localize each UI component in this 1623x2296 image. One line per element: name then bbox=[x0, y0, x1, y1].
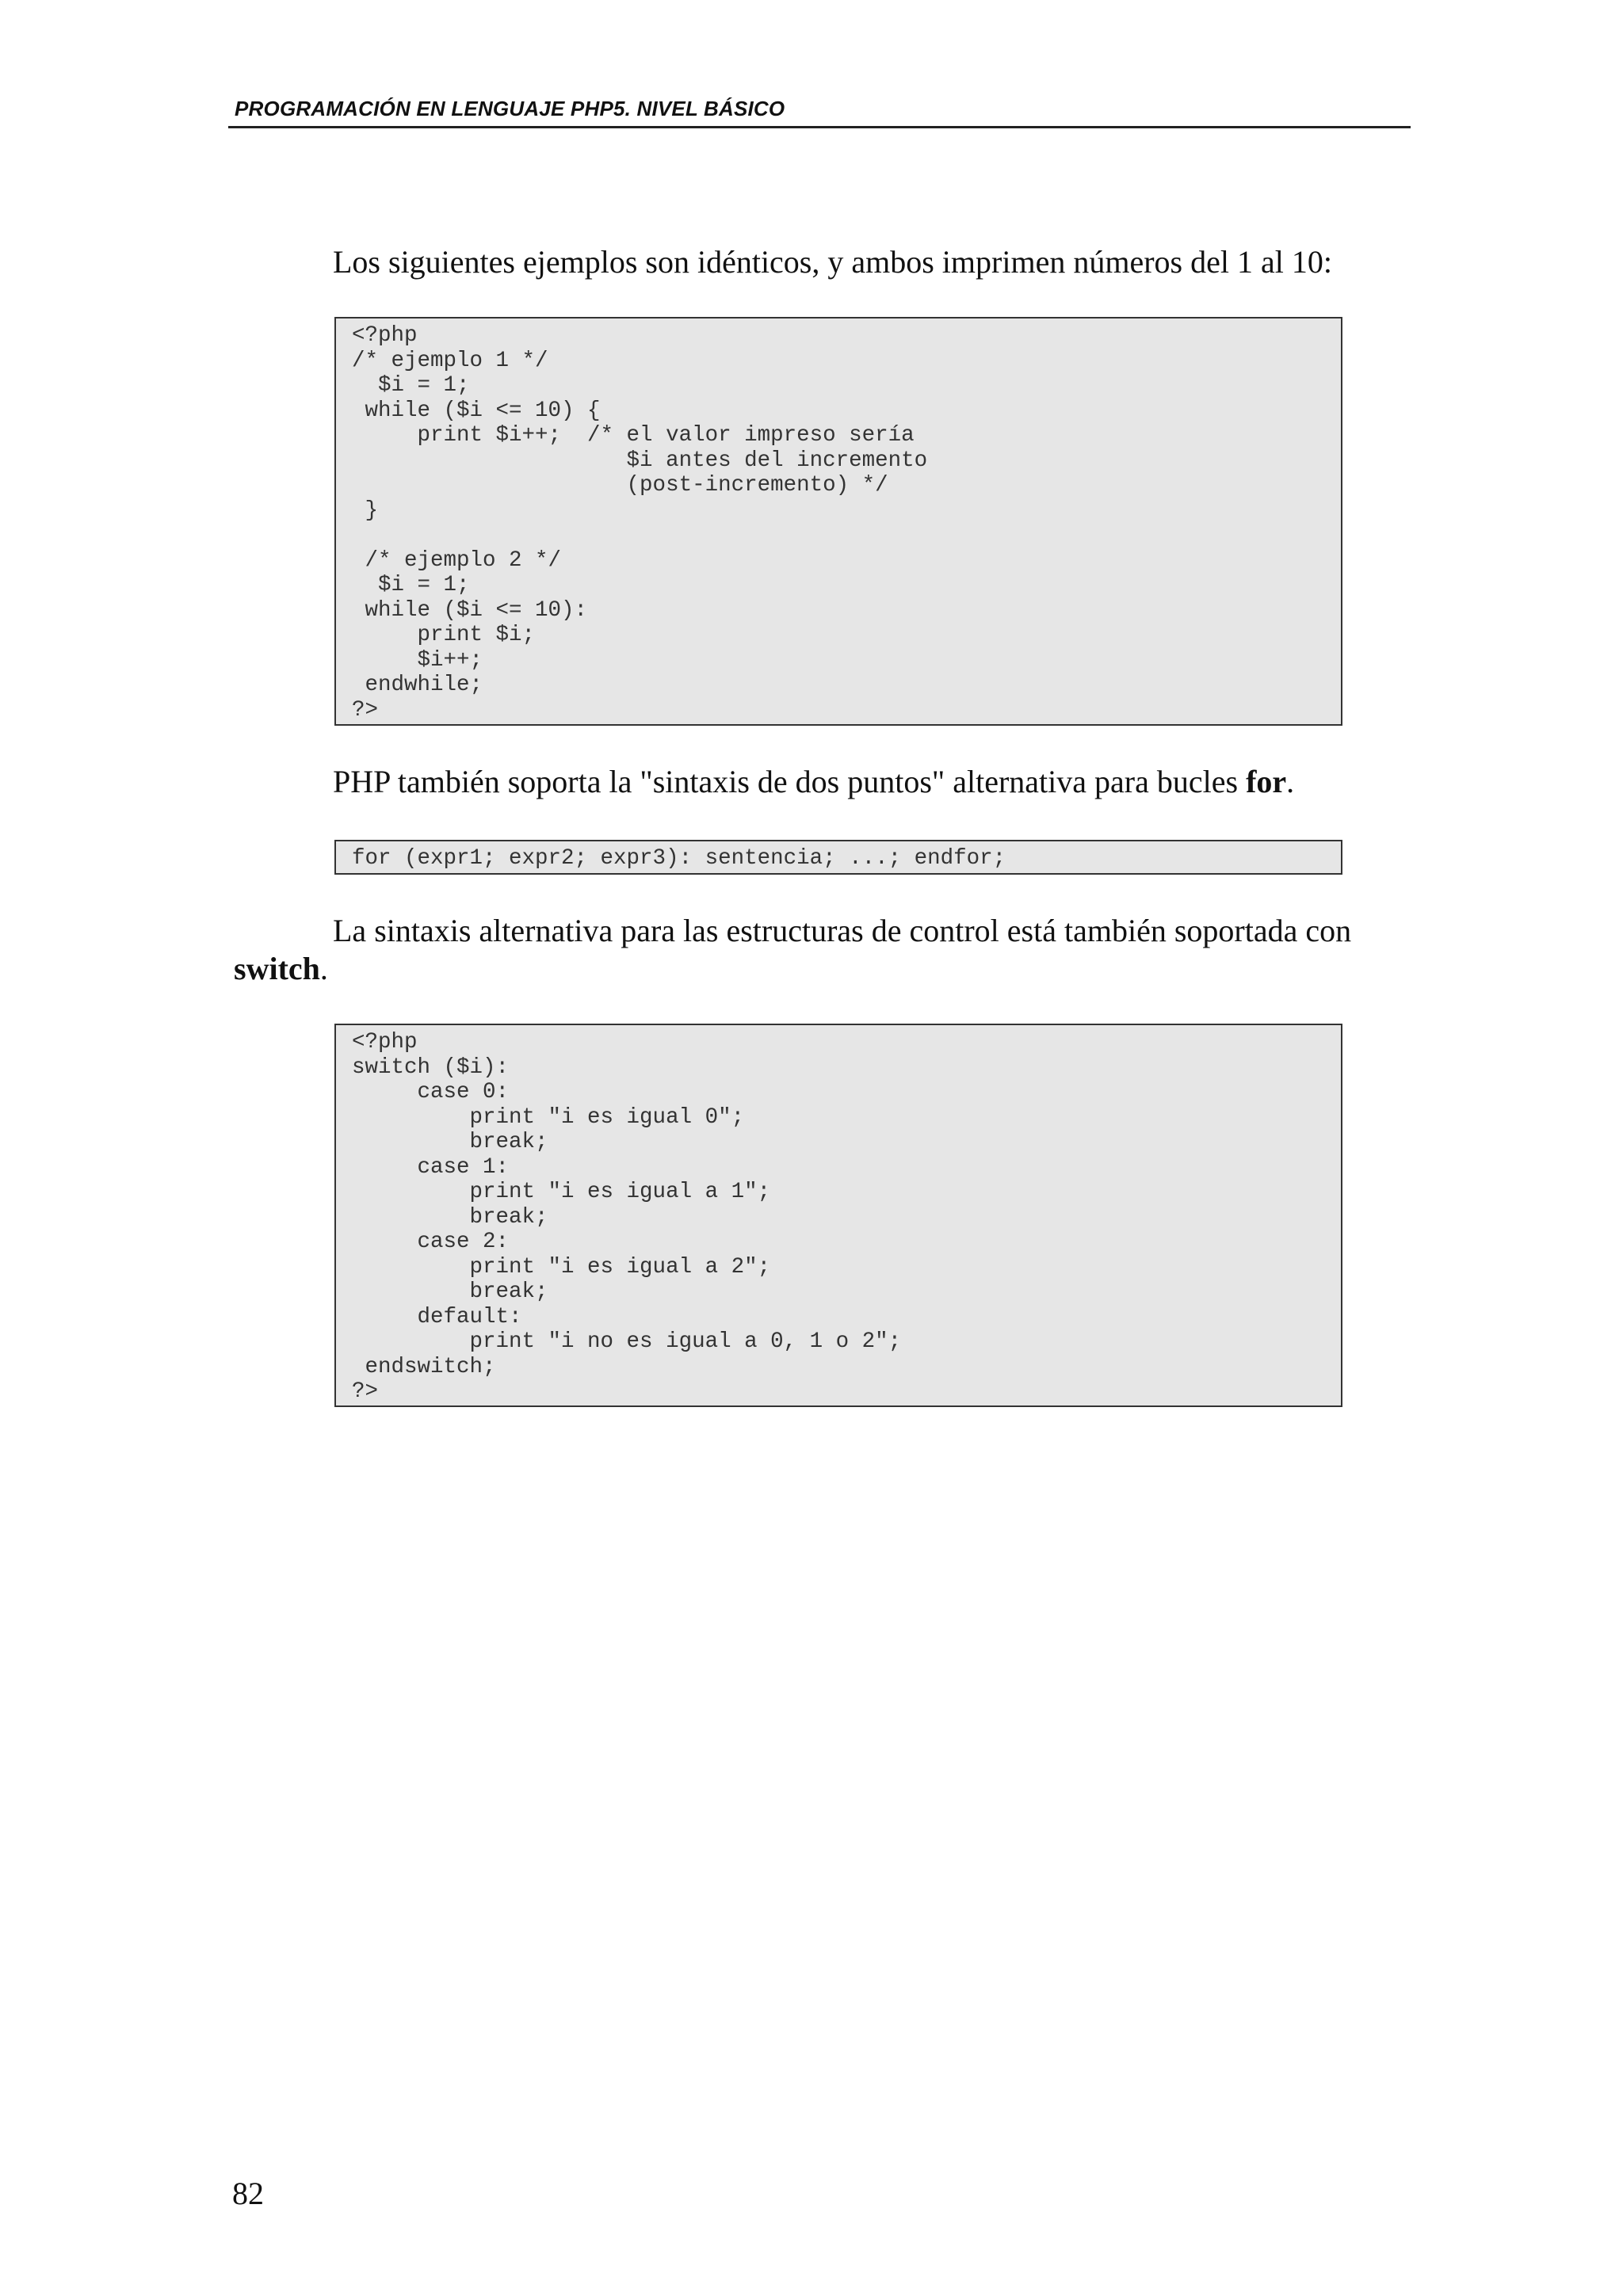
page-header bbox=[228, 93, 1411, 128]
header-title: PROGRAMACIÓN EN LENGUAJE PHP5. NIVEL BÁSICO bbox=[235, 97, 785, 120]
while-code: <?php /* ejemplo 1 */ $i = 1; while ($i <= 10) { print $i++; /* el valor impreso sería $i antes del incremento (post-incremento) */ } /* ejemplo 2 */ $i = 1; while ($i <= 10): print $i; $i++; endwhile; ?> bbox=[352, 323, 928, 723]
for-period: . bbox=[1286, 764, 1295, 799]
for-code: for (expr1; expr2; expr3): sentencia; ...; endfor; bbox=[352, 846, 1006, 871]
for-paragraph bbox=[333, 762, 1294, 801]
while-code-block bbox=[334, 317, 1342, 726]
switch-paragraph-line2 bbox=[234, 949, 328, 988]
for-code-block bbox=[334, 840, 1342, 875]
switch-code: <?php switch ($i): case 0: print "i es igual 0"; break; case 1: print "i es igual a 1"; break; case 2: print "i es igual a 2"; break; default: print "i no es igual a 0, 1 o 2"; endswitch; ?> bbox=[352, 1030, 902, 1404]
switch-period: . bbox=[319, 951, 328, 986]
switch-text: La sintaxis alternativa para las estructuras de control está también soportada con bbox=[333, 913, 1352, 948]
intro-paragraph bbox=[333, 242, 1332, 281]
for-keyword: for bbox=[1246, 764, 1287, 799]
switch-paragraph-line1 bbox=[333, 911, 1351, 950]
for-text: PHP también soporta la "sintaxis de dos puntos" alternativa para bucles bbox=[333, 764, 1247, 799]
intro-text: Los siguientes ejemplos son idénticos, y ambos imprimen números del 1 al 10: bbox=[333, 244, 1332, 280]
switch-code-block bbox=[334, 1024, 1342, 1407]
page-number: 82 bbox=[232, 2176, 264, 2211]
switch-keyword: switch bbox=[234, 951, 320, 986]
